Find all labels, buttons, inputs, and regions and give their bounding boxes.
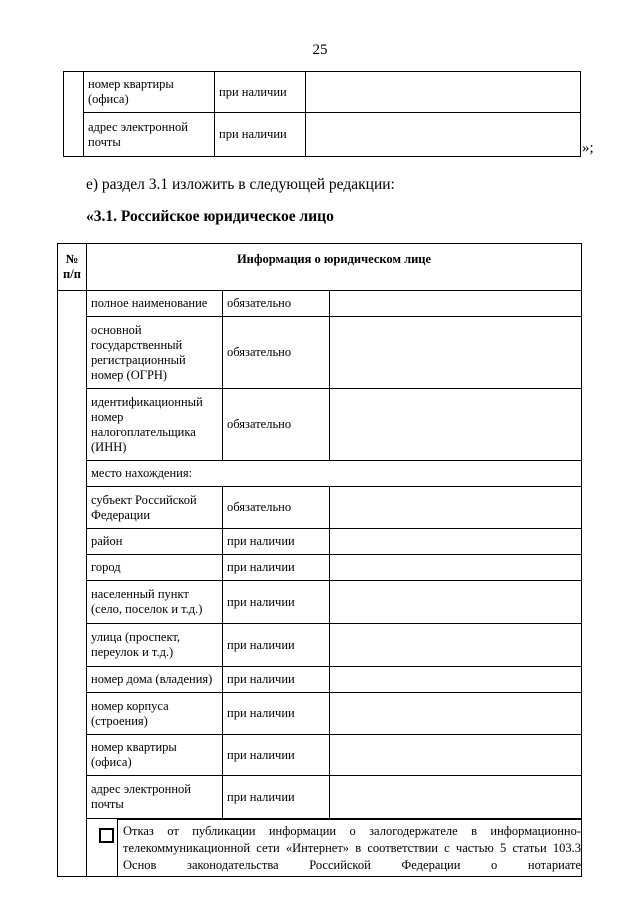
table-row <box>58 776 582 819</box>
closing-quote: »; <box>582 140 594 156</box>
refuse-publication-checkbox[interactable] <box>99 828 114 843</box>
field-label: идентификационный номер налогоплательщика (ИНН) <box>87 389 223 461</box>
table-row <box>58 389 582 461</box>
field-requirement: при наличии <box>223 776 330 819</box>
info-column-header: Информация о юридическом лице <box>87 244 582 291</box>
table-row <box>58 693 582 735</box>
field-label: основной государственный регистрационный номер (ОГРН) <box>87 317 223 389</box>
field-label: адрес электронной почты <box>84 113 215 157</box>
field-label: номер корпуса (строения) <box>87 693 223 735</box>
field-requirement: обязательно <box>223 291 330 317</box>
refuse-publication-label: Отказ от публикации информации о залогодержателе в информационно-телекоммуникационной сети «Интернет» в соответствии с частью 5 статьи 103.3 Основ законодательства Российской Федерации о нотариате <box>117 819 581 876</box>
table-row <box>58 667 582 693</box>
field-requirement: при наличии <box>215 72 306 113</box>
field-label: номер дома (владения) <box>87 667 223 693</box>
field-value-cell[interactable] <box>330 555 582 581</box>
field-requirement: при наличии <box>223 693 330 735</box>
table-header-row <box>58 244 582 291</box>
field-requirement: обязательно <box>223 317 330 389</box>
field-requirement: при наличии <box>223 555 330 581</box>
field-requirement: при наличии <box>223 667 330 693</box>
number-column-header: № п/п <box>58 244 87 291</box>
field-value-cell[interactable] <box>330 317 582 389</box>
field-requirement: при наличии <box>223 624 330 667</box>
field-requirement: при наличии <box>215 113 306 157</box>
field-value-cell[interactable] <box>330 693 582 735</box>
consent-cell <box>87 819 582 877</box>
field-requirement: обязательно <box>223 389 330 461</box>
field-requirement: при наличии <box>223 735 330 776</box>
section-label: место нахождения: <box>87 461 582 487</box>
number-cell <box>64 72 84 157</box>
field-value-cell[interactable] <box>330 529 582 555</box>
table-row <box>58 461 582 487</box>
table-row <box>58 529 582 555</box>
field-value-cell[interactable] <box>330 487 582 529</box>
field-requirement: при наличии <box>223 529 330 555</box>
field-value-cell[interactable] <box>306 113 581 157</box>
table-row <box>58 317 582 389</box>
top-address-table <box>63 71 581 157</box>
section-title: «3.1. Российское юридическое лицо <box>86 208 334 225</box>
field-value-cell[interactable] <box>330 776 582 819</box>
field-value-cell[interactable] <box>330 667 582 693</box>
table-row <box>64 72 581 113</box>
field-label: номер квартиры (офиса) <box>87 735 223 776</box>
table-row <box>58 624 582 667</box>
field-label: адрес электронной почты <box>87 776 223 819</box>
table-row <box>58 735 582 776</box>
field-label: полное наименование <box>87 291 223 317</box>
table-row <box>58 581 582 624</box>
field-label: населенный пункт (село, поселок и т.д.) <box>87 581 223 624</box>
field-value-cell[interactable] <box>330 624 582 667</box>
field-value-cell[interactable] <box>330 389 582 461</box>
field-value-cell[interactable] <box>330 735 582 776</box>
field-label: город <box>87 555 223 581</box>
table-row <box>58 487 582 529</box>
consent-row <box>58 819 582 877</box>
field-value-cell[interactable] <box>330 291 582 317</box>
amendment-paragraph: е) раздел 3.1 изложить в следующей редакции: <box>86 176 395 193</box>
table-row <box>58 555 582 581</box>
field-label: номер квартиры (офиса) <box>84 72 215 113</box>
legal-entity-table <box>57 243 582 877</box>
field-requirement: при наличии <box>223 581 330 624</box>
field-label: субъект Российской Федерации <box>87 487 223 529</box>
field-value-cell[interactable] <box>330 581 582 624</box>
table-row <box>58 291 582 317</box>
field-value-cell[interactable] <box>306 72 581 113</box>
field-label: район <box>87 529 223 555</box>
field-label: улица (проспект, переулок и т.д.) <box>87 624 223 667</box>
page-number: 25 <box>312 42 328 58</box>
table-row <box>64 113 581 157</box>
field-requirement: обязательно <box>223 487 330 529</box>
number-cell <box>58 291 87 877</box>
